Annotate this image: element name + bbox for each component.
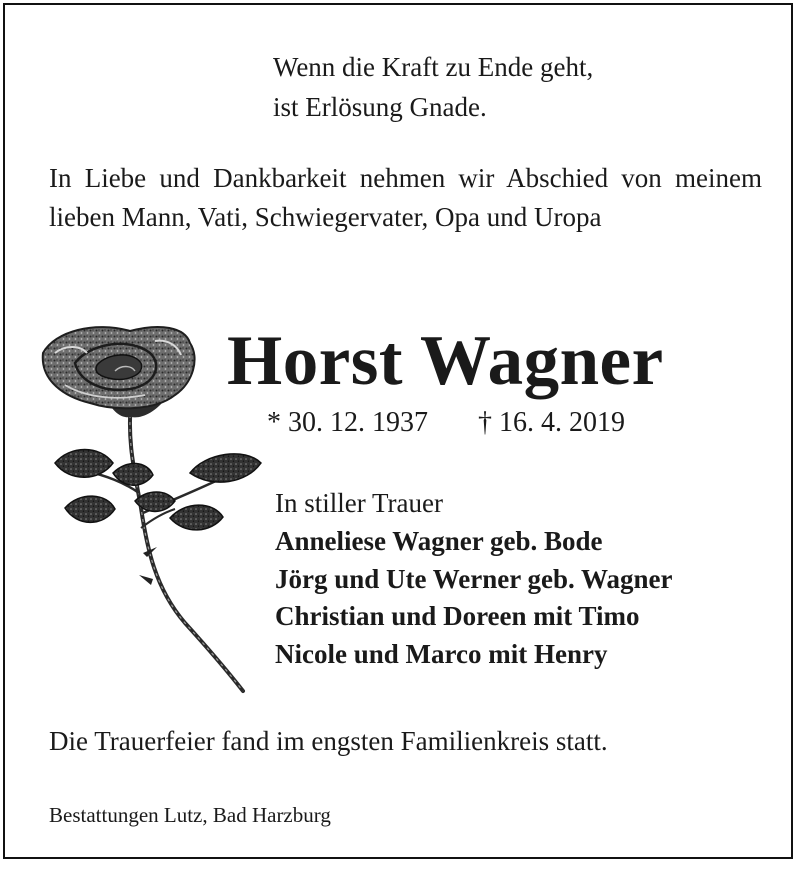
motto-line-2: ist Erlösung Gnade. <box>273 92 487 122</box>
mourner-item: Nicole und Marco mit Henry <box>275 638 608 669</box>
mourner-item: Anneliese Wagner geb. Bode <box>275 526 603 556</box>
mourner-item: Christian und Doreen mit Timo <box>275 601 640 631</box>
life-dates <box>267 403 625 443</box>
funeral-home: Bestattungen Lutz, Bad Harzburg <box>49 803 331 827</box>
mourner-item: Jörg und Ute Werner geb. Wagner <box>275 563 673 594</box>
birth-date: * 30. 12. 1937 <box>267 407 428 438</box>
intro-text: In Liebe und Dankbarkeit nehmen wir Abschied von meinem lieben Mann, Vati, Schwiegervater, Opa und Uropa <box>49 163 762 232</box>
ceremony-note: Die Trauerfeier fand im engsten Familienkreis statt. <box>49 726 608 756</box>
mourners-list <box>275 523 673 673</box>
obituary-frame <box>3 3 793 859</box>
deceased-name: Horst Wagner <box>227 322 664 400</box>
motto <box>273 47 593 127</box>
death-date: † 16. 4. 2019 <box>478 407 625 438</box>
motto-line-1: Wenn die Kraft zu Ende geht, <box>273 52 594 82</box>
mourning-label: In stiller Trauer <box>275 488 443 518</box>
